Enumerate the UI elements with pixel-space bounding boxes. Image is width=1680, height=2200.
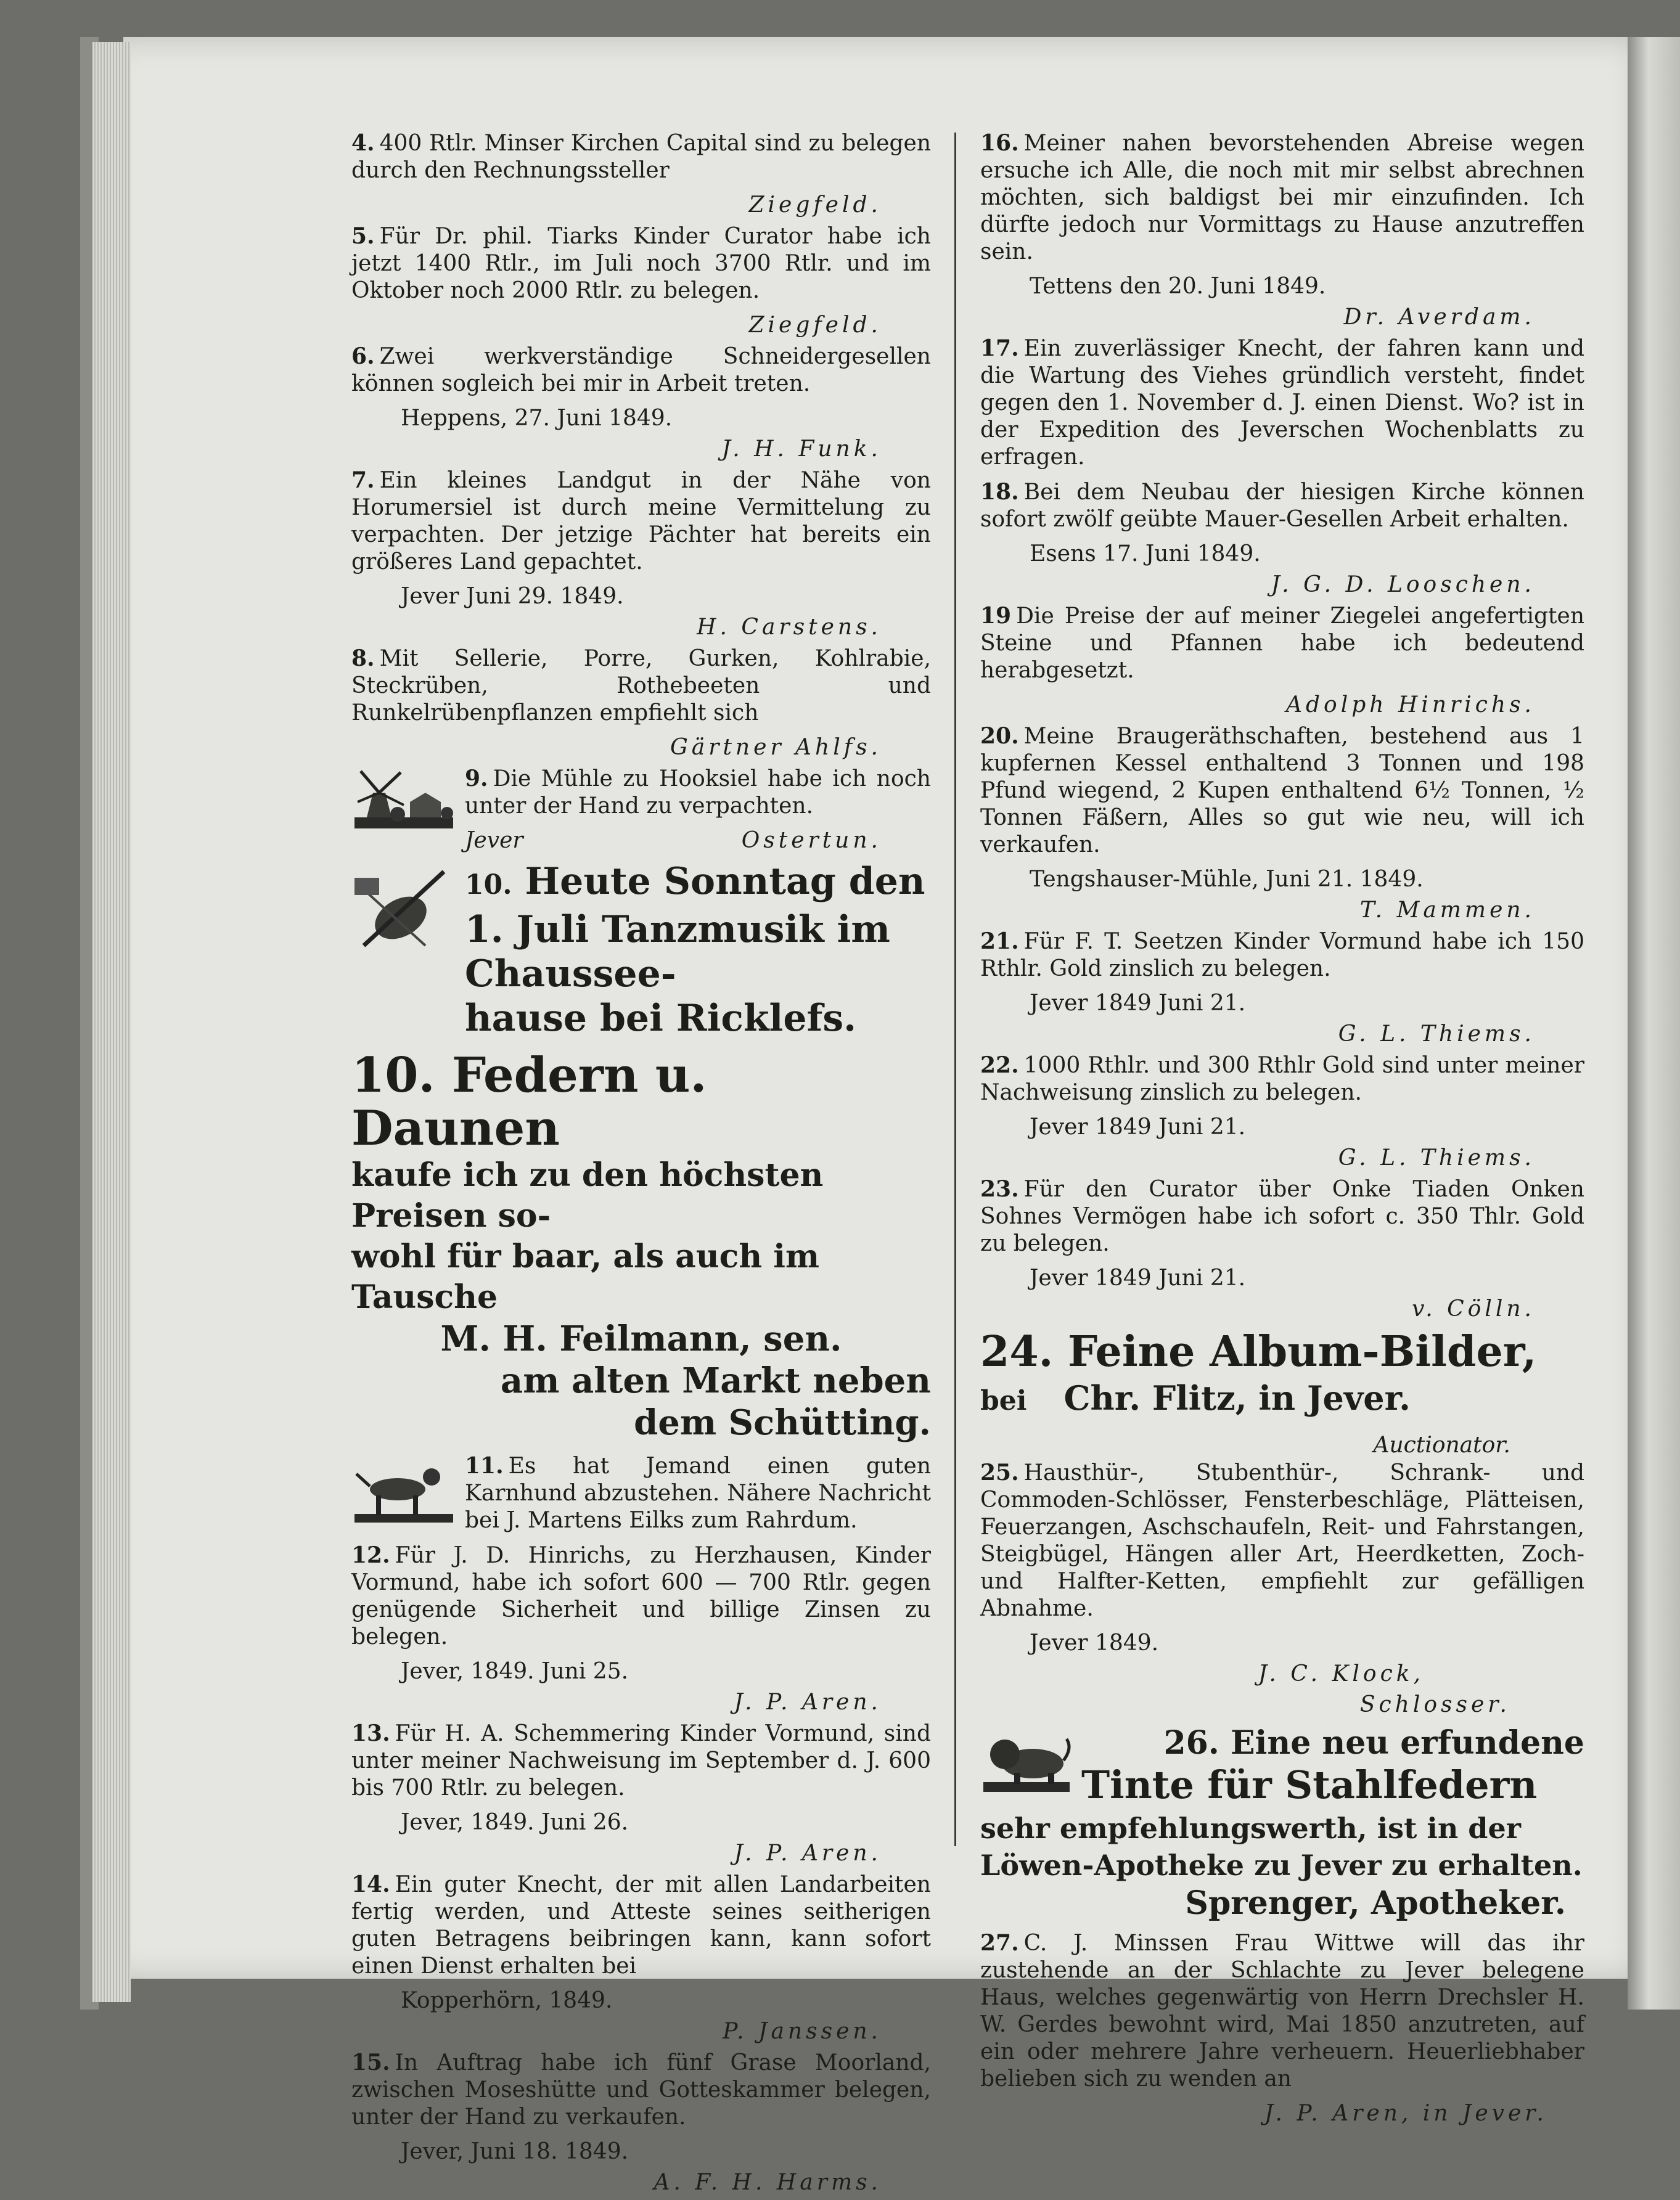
ad-address: dem Schütting. [634, 1402, 931, 1443]
ad-signature: J. H. Funk. [721, 436, 882, 462]
ad-signature: Adolph Hinrichs. [1286, 692, 1535, 718]
ad-6 [351, 343, 931, 398]
ad-place-date: Jever [465, 828, 523, 853]
ad-number: 18. [980, 479, 1019, 505]
ad-number: 25. [980, 1460, 1019, 1486]
right-column [980, 129, 1584, 2131]
ad-text: Für F. T. Seetzen Kinder Vormund habe ich 150 Rthlr. Gold zinslich zu belegen. [980, 929, 1584, 981]
ad-4 [351, 129, 931, 184]
ad-11 [351, 1452, 931, 1542]
ad-signature: J. G. D. Looschen. [1271, 572, 1535, 597]
ad-number: 9. [465, 766, 488, 791]
ad-number: 16. [980, 130, 1019, 156]
ad-text: 400 Rtlr. Minser Kirchen Capital sind zu belegen durch den Rechnungssteller [351, 131, 931, 183]
ad-place-date: Jever 1849. [1030, 1630, 1159, 1656]
ad-15 [351, 2049, 931, 2131]
ad-8 [351, 645, 931, 727]
ad-text: Für Dr. phil. Tiarks Kinder Curator habe ich jetzt 1400 Rtlr., im Juli noch 3700 Rtlr. und im Oktober noch 2000 Rtlr. zu belegen. [351, 224, 931, 303]
ad-signature: A. F. H. Harms. [654, 2170, 882, 2195]
ad-20 [980, 722, 1584, 859]
ad-number: 10. [465, 869, 512, 901]
ad-text: wohl für baar, als auch im Tausche [351, 1238, 820, 1316]
ad-signature: J. C. Klock, [1258, 1661, 1424, 1687]
ad-headline: Federn u. Daunen [351, 1047, 707, 1156]
dog-icon [351, 1452, 456, 1526]
ad-signature: H. Carstens. [697, 615, 882, 640]
ad-13 [351, 1720, 931, 1802]
ad-text: In Auftrag habe ich fünf Grase Moorland, zwischen Moseshütte und Gotteskammer belegen, unter der Hand zu verkaufen. [351, 2050, 931, 2130]
ad-text: Hausthür-, Stubenthür-, Schrank- und Commoden-Schlösser, Fensterbeschläge, Plätteisen, Feuerzangen, Aschschaufeln, Reit- und Fahrstangen, Steigbügel, Hängen aller Art, Heerdketten, Zoch- und Halfter-Ketten, empfiehlt zur gefälligen Abnahme. [980, 1460, 1584, 1621]
ad-signature: Ziegfeld. [748, 192, 882, 218]
ad-number: 20. [980, 723, 1019, 749]
ad-number: 4. [351, 130, 375, 156]
ad-text: Die Mühle zu Hooksiel habe ich noch unter der Hand zu verpachten. [465, 766, 931, 819]
ad-signature: Ziegfeld. [748, 313, 882, 338]
ad-text: 1000 Rthlr. und 300 Rthlr Gold sind unter meiner Nachweisung zinslich zu belegen. [980, 1053, 1584, 1105]
ad-16 [980, 129, 1584, 266]
windmill-icon [351, 765, 456, 833]
ad-text: Für J. D. Hinrichs, zu Herzhausen, Kinder Vormund, habe ich sofort 600 — 700 Rtlr. gegen genügende Sicherheit und billige Zinsen zu belegen. [351, 1543, 931, 1650]
ad-advertiser: Sprenger, Apotheker. [1185, 1884, 1566, 1922]
lion-icon [980, 1724, 1073, 1797]
ad-text: Für den Curator über Onke Tiaden Onken Sohnes Vermögen habe ich sofort c. 350 Thlr. Gold zu belegen. [980, 1177, 1584, 1256]
column-divider [954, 133, 956, 1846]
ad-signature: P. Janssen. [723, 2019, 882, 2044]
ad-number: 24. [980, 1327, 1054, 1376]
ad-headline: Tinte für Stahlfedern [1081, 1762, 1538, 1807]
ad-23 [980, 1176, 1584, 1257]
ad-18 [980, 478, 1584, 533]
ad-24 [980, 1328, 1584, 1423]
ad-headline: 1. Juli Tanzmusik im Chaussee- [465, 908, 890, 996]
ad-text: Ein zuverlässiger Knecht, der fahren kann und die Wartung des Viehes gründlich versteht, findet gegen den 1. November d. J. einen Dienst. Wo? ist in der Expedition des Jeverschen Wochenblatts zu erfragen. [980, 336, 1584, 470]
ad-signature: Schlosser. [1359, 1692, 1510, 1717]
ad-place-date: Esens 17. Juni 1849. [1030, 541, 1261, 566]
ad-place-date: Kopperhörn, 1849. [401, 1988, 613, 2013]
ad-text: Mit Sellerie, Porre, Gurken, Kohlrabie, Steckrüben, Rothebeeten und Runkelrübenpflanzen empfiehlt sich [351, 646, 931, 726]
page-edges [92, 42, 131, 2002]
ad-place-date: Tettens den 20. Juni 1849. [1030, 274, 1326, 299]
ad-advertiser: Chr. Flitz, in Jever. [1063, 1378, 1411, 1418]
violin-icon [351, 859, 456, 952]
ad-10-dance [351, 859, 931, 1041]
ad-headline: hause bei Ricklefs. [465, 997, 856, 1040]
ad-address: am alten Markt neben [500, 1360, 931, 1401]
ad-27 [980, 1929, 1584, 2093]
ad-26 [980, 1724, 1584, 1807]
ad-number: 23. [980, 1176, 1019, 1202]
ad-number: 13. [351, 1720, 390, 1746]
ad-text: Die Preise der auf meiner Ziegelei angefertigten Steine und Pfannen habe ich bedeutend herabgesetzt. [980, 603, 1584, 683]
ad-signature: J. P. Aren. [734, 1690, 882, 1715]
ad-number: 11. [465, 1453, 504, 1479]
ad-number: 8. [351, 645, 375, 671]
ad-text: C. J. Minssen Frau Wittwe will das ihr zustehende an der Schlachte zu Jever belegene Haus, welches gegenwärtig von Herrn Drechsler H. W. Gerdes bewohnt wird, Mai 1850 anzutreten, auf ein oder mehrere Jahre verheuern. Heuerliebhaber belieben sich zu wenden an [980, 1931, 1584, 2092]
ad-place-date: Jever 1849 Juni 21. [1030, 991, 1246, 1016]
ad-signature: Gärtner Ahlfs. [670, 735, 882, 760]
ad-text: Ein guter Knecht, der mit allen Landarbeiten fertig werden, und Atteste seines seitherigen guten Betragens beibringen kann, kann sofort einen Dienst erhalten bei [351, 1872, 931, 1979]
book-gutter [1628, 37, 1680, 2010]
ad-text: Ein kleines Landgut in der Nähe von Horumersiel ist durch meine Vermittelung zu verpachten. Der jetzige Pächter hat bereits ein größeres Land gepachtet. [351, 468, 931, 575]
ad-19 [980, 602, 1584, 684]
ad-text: bei [980, 1385, 1027, 1417]
ad-number: 17. [980, 335, 1019, 361]
ad-number: 7. [351, 467, 375, 493]
ad-signature: Dr. Averdam. [1343, 305, 1535, 330]
ad-14 [351, 1871, 931, 1980]
ad-place-date: Jever, Juni 18. 1849. [401, 2139, 629, 2164]
ad-number: 14. [351, 1871, 390, 1897]
ad-place-date: Jever Juni 29. 1849. [401, 584, 624, 609]
ad-number: 5. [351, 223, 375, 249]
ad-text: Meiner nahen bevorstehenden Abreise wegen ersuche ich Alle, die noch mit mir selbst abrechnen möchten, sich baldigst bei mir einzufinden. Ich dürfte jedoch nur Vormittags zu Hause anzutreffen sein. [980, 131, 1584, 264]
ad-place-date: Heppens, 27. Juni 1849. [401, 406, 673, 431]
ad-text: Es hat Jemand einen guten Karnhund abzustehen. Nähere Nachricht bei J. Martens Eilks zum Rahrdum. [465, 1454, 931, 1533]
ad-signature: J. P. Aren, in Jever. [1264, 2101, 1547, 2126]
ad-place-date: Jever, 1849. Juni 26. [401, 1810, 629, 1835]
ad-17 [980, 335, 1584, 471]
ad-number: 27. [980, 1930, 1019, 1956]
ad-signature: G. L. Thiems. [1338, 1021, 1535, 1047]
ad-signature: v. Cölln. [1412, 1296, 1535, 1322]
left-column [351, 129, 931, 2200]
ad-9 [351, 765, 931, 854]
ad-text: sehr empfehlungswerth, ist in der [980, 1812, 1521, 1845]
ad-text: Bei dem Neubau der hiesigen Kirche können sofort zwölf geübte Mauer-Gesellen Arbeit erhalten. [980, 480, 1584, 532]
ad-signature: J. P. Aren. [734, 1841, 882, 1866]
ad-12 [351, 1542, 931, 1651]
ad-number: 22. [980, 1052, 1019, 1078]
ad-text: Löwen-Apotheke zu Jever zu erhalten. [980, 1849, 1583, 1882]
ad-place-date: Jever, 1849. Juni 25. [401, 1659, 629, 1684]
ad-number: 15. [351, 2050, 390, 2075]
ad-text: Für H. A. Schemmering Kinder Vormund, sind unter meiner Nachweisung im September d. J. 600 bis 700 Rtlr. zu belegen. [351, 1721, 931, 1801]
ad-text: Zwei werkverständige Schneidergesellen können sogleich bei mir in Arbeit treten. [351, 344, 931, 396]
ad-number: 21. [980, 928, 1019, 954]
ad-21 [980, 928, 1584, 983]
ad-headline: Feine Album-Bilder, [1068, 1327, 1537, 1376]
ad-headline: Eine neu erfundene [1231, 1724, 1584, 1762]
ad-text: Meine Braugeräthschaften, bestehend aus 1 kupfernen Kessel enthaltend 3 Tonnen und 198 Pfund wiegend, 2 Kupen enthaltend 6½ Tonnen, ½ Tonnen Fäßern, Alles so gut wie neu, will ich verkaufen. [980, 724, 1584, 857]
ad-number: 12. [351, 1542, 390, 1568]
ad-5 [351, 223, 931, 305]
ad-number: 19 [980, 603, 1012, 629]
ad-headline: Heute Sonntag den [525, 860, 925, 903]
ad-number: 10. [351, 1047, 435, 1103]
ad-advertiser: M. H. Feilmann, sen. [440, 1319, 842, 1359]
ad-place-date: Jever 1849 Juni 21. [1030, 1266, 1246, 1291]
ad-signature: G. L. Thiems. [1338, 1145, 1535, 1171]
ad-7 [351, 467, 931, 576]
ad-number: 6. [351, 343, 375, 369]
ad-22 [980, 1052, 1584, 1106]
ad-25 [980, 1459, 1584, 1622]
ad-signature: Auctionator. [1373, 1433, 1510, 1458]
ad-text: kaufe ich zu den höchsten Preisen so- [351, 1156, 824, 1235]
ad-number: 26. [1163, 1724, 1219, 1762]
ad-place-date: Tengshauser-Mühle, Juni 21. 1849. [1030, 867, 1424, 892]
ad-signature: T. Mammen. [1359, 898, 1535, 923]
ad-10-feathers [351, 1049, 931, 1444]
ad-place-date: Jever 1849 Juni 21. [1030, 1114, 1246, 1140]
ad-signature: Ostertun. [741, 828, 882, 853]
